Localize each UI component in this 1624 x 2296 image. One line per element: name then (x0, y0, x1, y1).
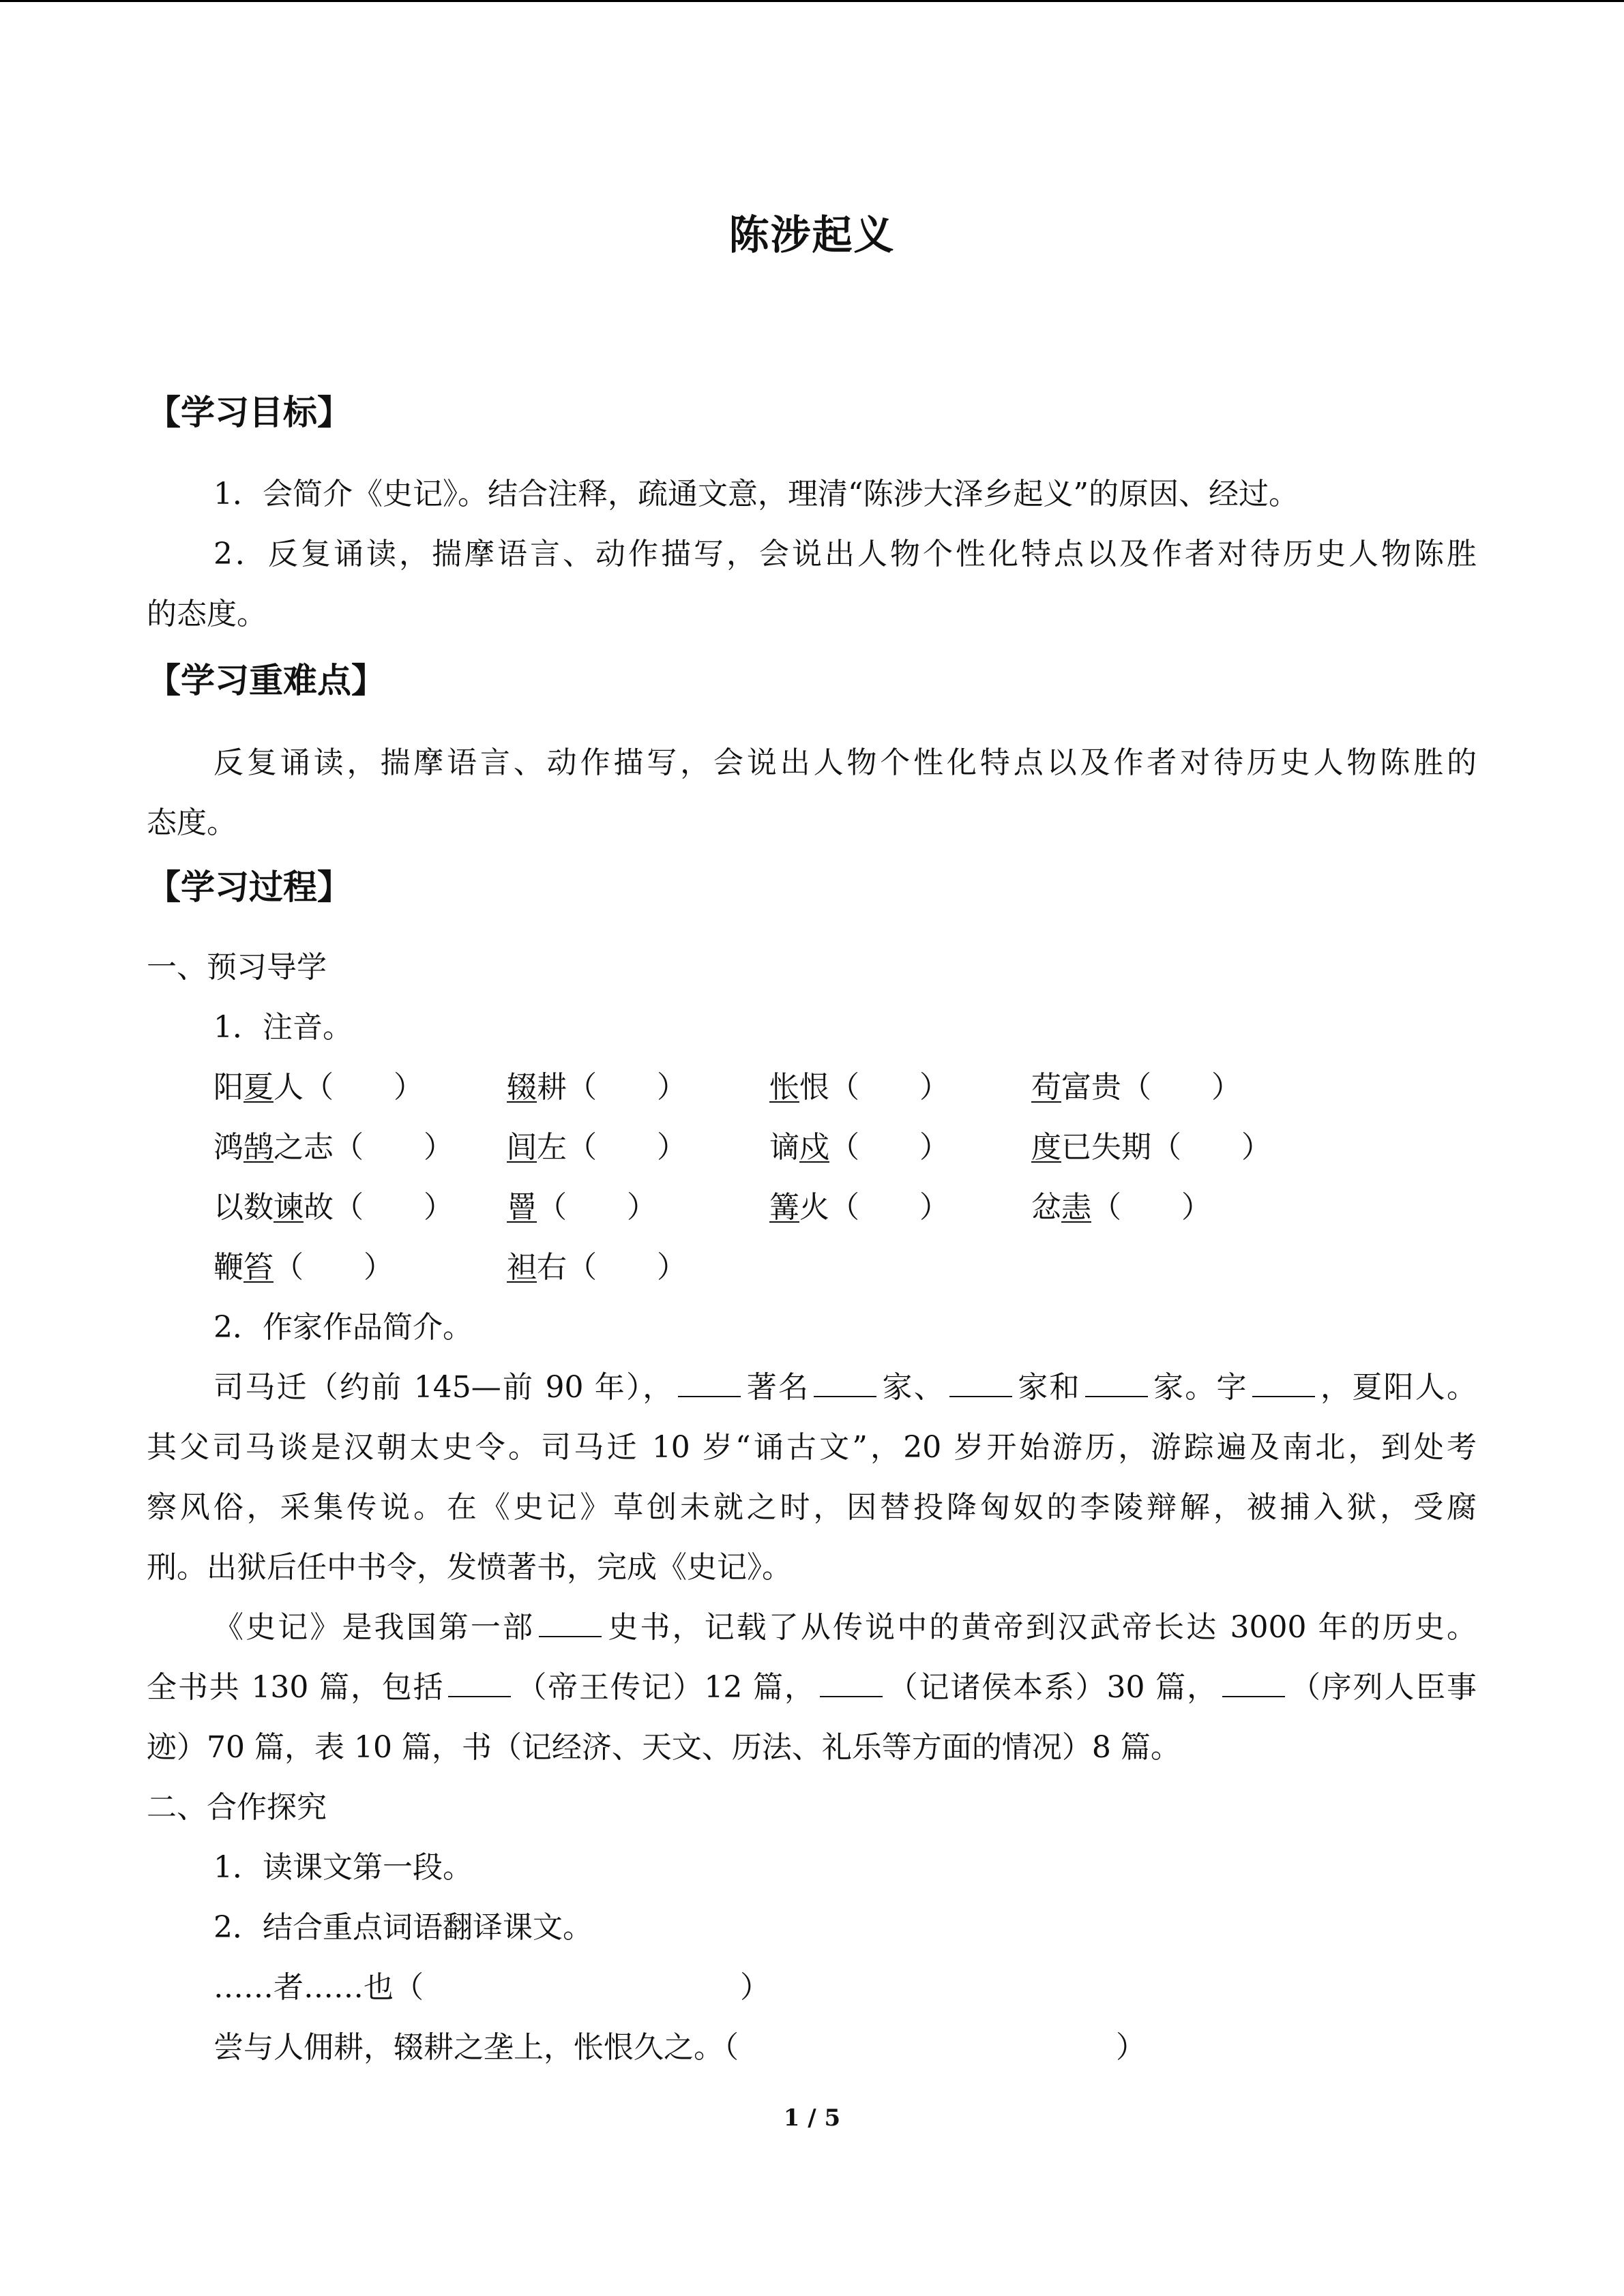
answer-blank[interactable]: （ ） (1151, 1130, 1271, 1165)
key-points-line-2: 态度。 (147, 805, 237, 840)
pinyin-item: 篝火（ ） (769, 1190, 949, 1225)
author-intro-line-1: 司马迁（约前 145—前 90 年）， 著名 家、 家和 家。字 ，夏阳人。 (213, 1370, 1477, 1405)
answer-blank[interactable]: （ ） (537, 1190, 657, 1225)
translate-item: 2．结合重点词语翻译课文。 (213, 1910, 593, 1945)
fill-blank[interactable] (820, 1669, 883, 1697)
answer-blank[interactable]: （ ） (567, 1070, 687, 1105)
fill-blank[interactable] (1085, 1369, 1148, 1397)
answer-blank[interactable]: （ ） (274, 1250, 394, 1285)
objective-item-1: 1．会简介《史记》。结合注释，疏通文意，理清“陈涉大泽乡起义”的原因、经过。 (213, 477, 1299, 511)
answer-blank[interactable]: （ ） (829, 1130, 949, 1165)
answer-blank[interactable]: （ ） (829, 1190, 949, 1225)
answer-blank[interactable]: （ ） (567, 1250, 687, 1285)
fill-blank[interactable] (539, 1609, 602, 1637)
pinyin-item: 袒右（ ） (507, 1250, 687, 1285)
pinyin-item: 闾左（ ） (507, 1130, 687, 1165)
author-intro-line-3: 察风俗，采集传说。在《史记》草创未就之时，因替投降匈奴的李陵辩解，被捕入狱，受腐 (147, 1490, 1477, 1525)
preview-section-heading: 一、预习导学 (147, 950, 327, 985)
translation-sentence-1: ……者……也（ (213, 1970, 424, 2005)
shiji-intro-line-3: 迹）70 篇，表 10 篇，书（记经济、天文、历法、礼乐等方面的情况）8 篇。 (147, 1730, 1181, 1765)
shiji-intro-line-2: 全书共 130 篇，包括 （帝王传记）12 篇， （记诸侯本系）30 篇， （序列人臣事 (147, 1670, 1477, 1705)
answer-blank[interactable]: （ ） (1121, 1070, 1241, 1105)
pinyin-item: 以数谏故（ ） (213, 1190, 454, 1225)
pinyin-item: 鸿鹄之志（ ） (213, 1130, 454, 1165)
translation-sentence-2: 尝与人佣耕，辍耕之垄上，怅恨久之。（ (213, 2030, 739, 2065)
read-item: 1．读课文第一段。 (213, 1850, 473, 1885)
process-heading: 【学习过程】 (147, 867, 351, 907)
pinyin-item: 阳夏人（ ） (213, 1070, 424, 1105)
top-border-line (0, 0, 1624, 2)
answer-blank[interactable]: （ ） (829, 1070, 949, 1105)
page-number: 1 / 5 (783, 2104, 841, 2132)
author-intro-line-2: 其父司马谈是汉朝太史令。司马迁 10 岁“诵古文”，20 岁开始游历，游踪遍及南北，到处考 (147, 1430, 1477, 1465)
fill-blank[interactable] (814, 1369, 876, 1397)
answer-blank[interactable]: （ ） (567, 1130, 687, 1165)
pinyin-item: 怅恨（ ） (769, 1070, 949, 1105)
shiji-intro-line-1: 《史记》是我国第一部 史书，记载了从传说中的黄帝到汉武帝长达 3000 年的历史。 (213, 1610, 1477, 1645)
pinyin-item: 罾（ ） (507, 1190, 657, 1225)
fill-blank[interactable] (678, 1369, 741, 1397)
fill-blank[interactable] (1252, 1369, 1315, 1397)
fill-blank[interactable] (1222, 1669, 1285, 1697)
pinyin-heading: 1．注音。 (213, 1010, 353, 1045)
translation-answer-1-close[interactable]: ） (740, 1970, 770, 2005)
cooperation-section-heading: 二、合作探究 (147, 1790, 327, 1825)
answer-blank[interactable]: （ ） (1091, 1190, 1211, 1225)
key-points-heading: 【学习重难点】 (147, 661, 385, 700)
fill-blank[interactable] (949, 1369, 1012, 1397)
objectives-heading: 【学习目标】 (147, 393, 351, 432)
answer-blank[interactable]: （ ） (304, 1070, 424, 1105)
objective-item-2-line-2: 的态度。 (147, 597, 267, 631)
page-title: 陈涉起义 (728, 211, 896, 258)
pinyin-item: 忿恚（ ） (1031, 1190, 1211, 1225)
pinyin-item: 鞭笞（ ） (213, 1250, 394, 1285)
fill-blank[interactable] (448, 1669, 511, 1697)
answer-blank[interactable]: （ ） (334, 1190, 454, 1225)
objective-item-2-line-1: 2．反复诵读，揣摩语言、动作描写，会说出人物个性化特点以及作者对待历史人物陈胜 (213, 537, 1477, 571)
translation-answer-2-close[interactable]: ） (1116, 2030, 1146, 2065)
author-intro-heading: 2．作家作品简介。 (213, 1310, 473, 1345)
answer-blank[interactable]: （ ） (334, 1130, 454, 1165)
author-intro-line-4: 刑。出狱后任中书令，发愤著书，完成《史记》。 (147, 1550, 792, 1585)
pinyin-item: 苟富贵（ ） (1031, 1070, 1241, 1105)
key-points-line-1: 反复诵读，揣摩语言、动作描写，会说出人物个性化特点以及作者对待历史人物陈胜的 (213, 745, 1477, 780)
pinyin-item: 谪戍（ ） (769, 1130, 949, 1165)
pinyin-item: 辍耕（ ） (507, 1070, 687, 1105)
pinyin-item: 度已失期（ ） (1031, 1130, 1271, 1165)
